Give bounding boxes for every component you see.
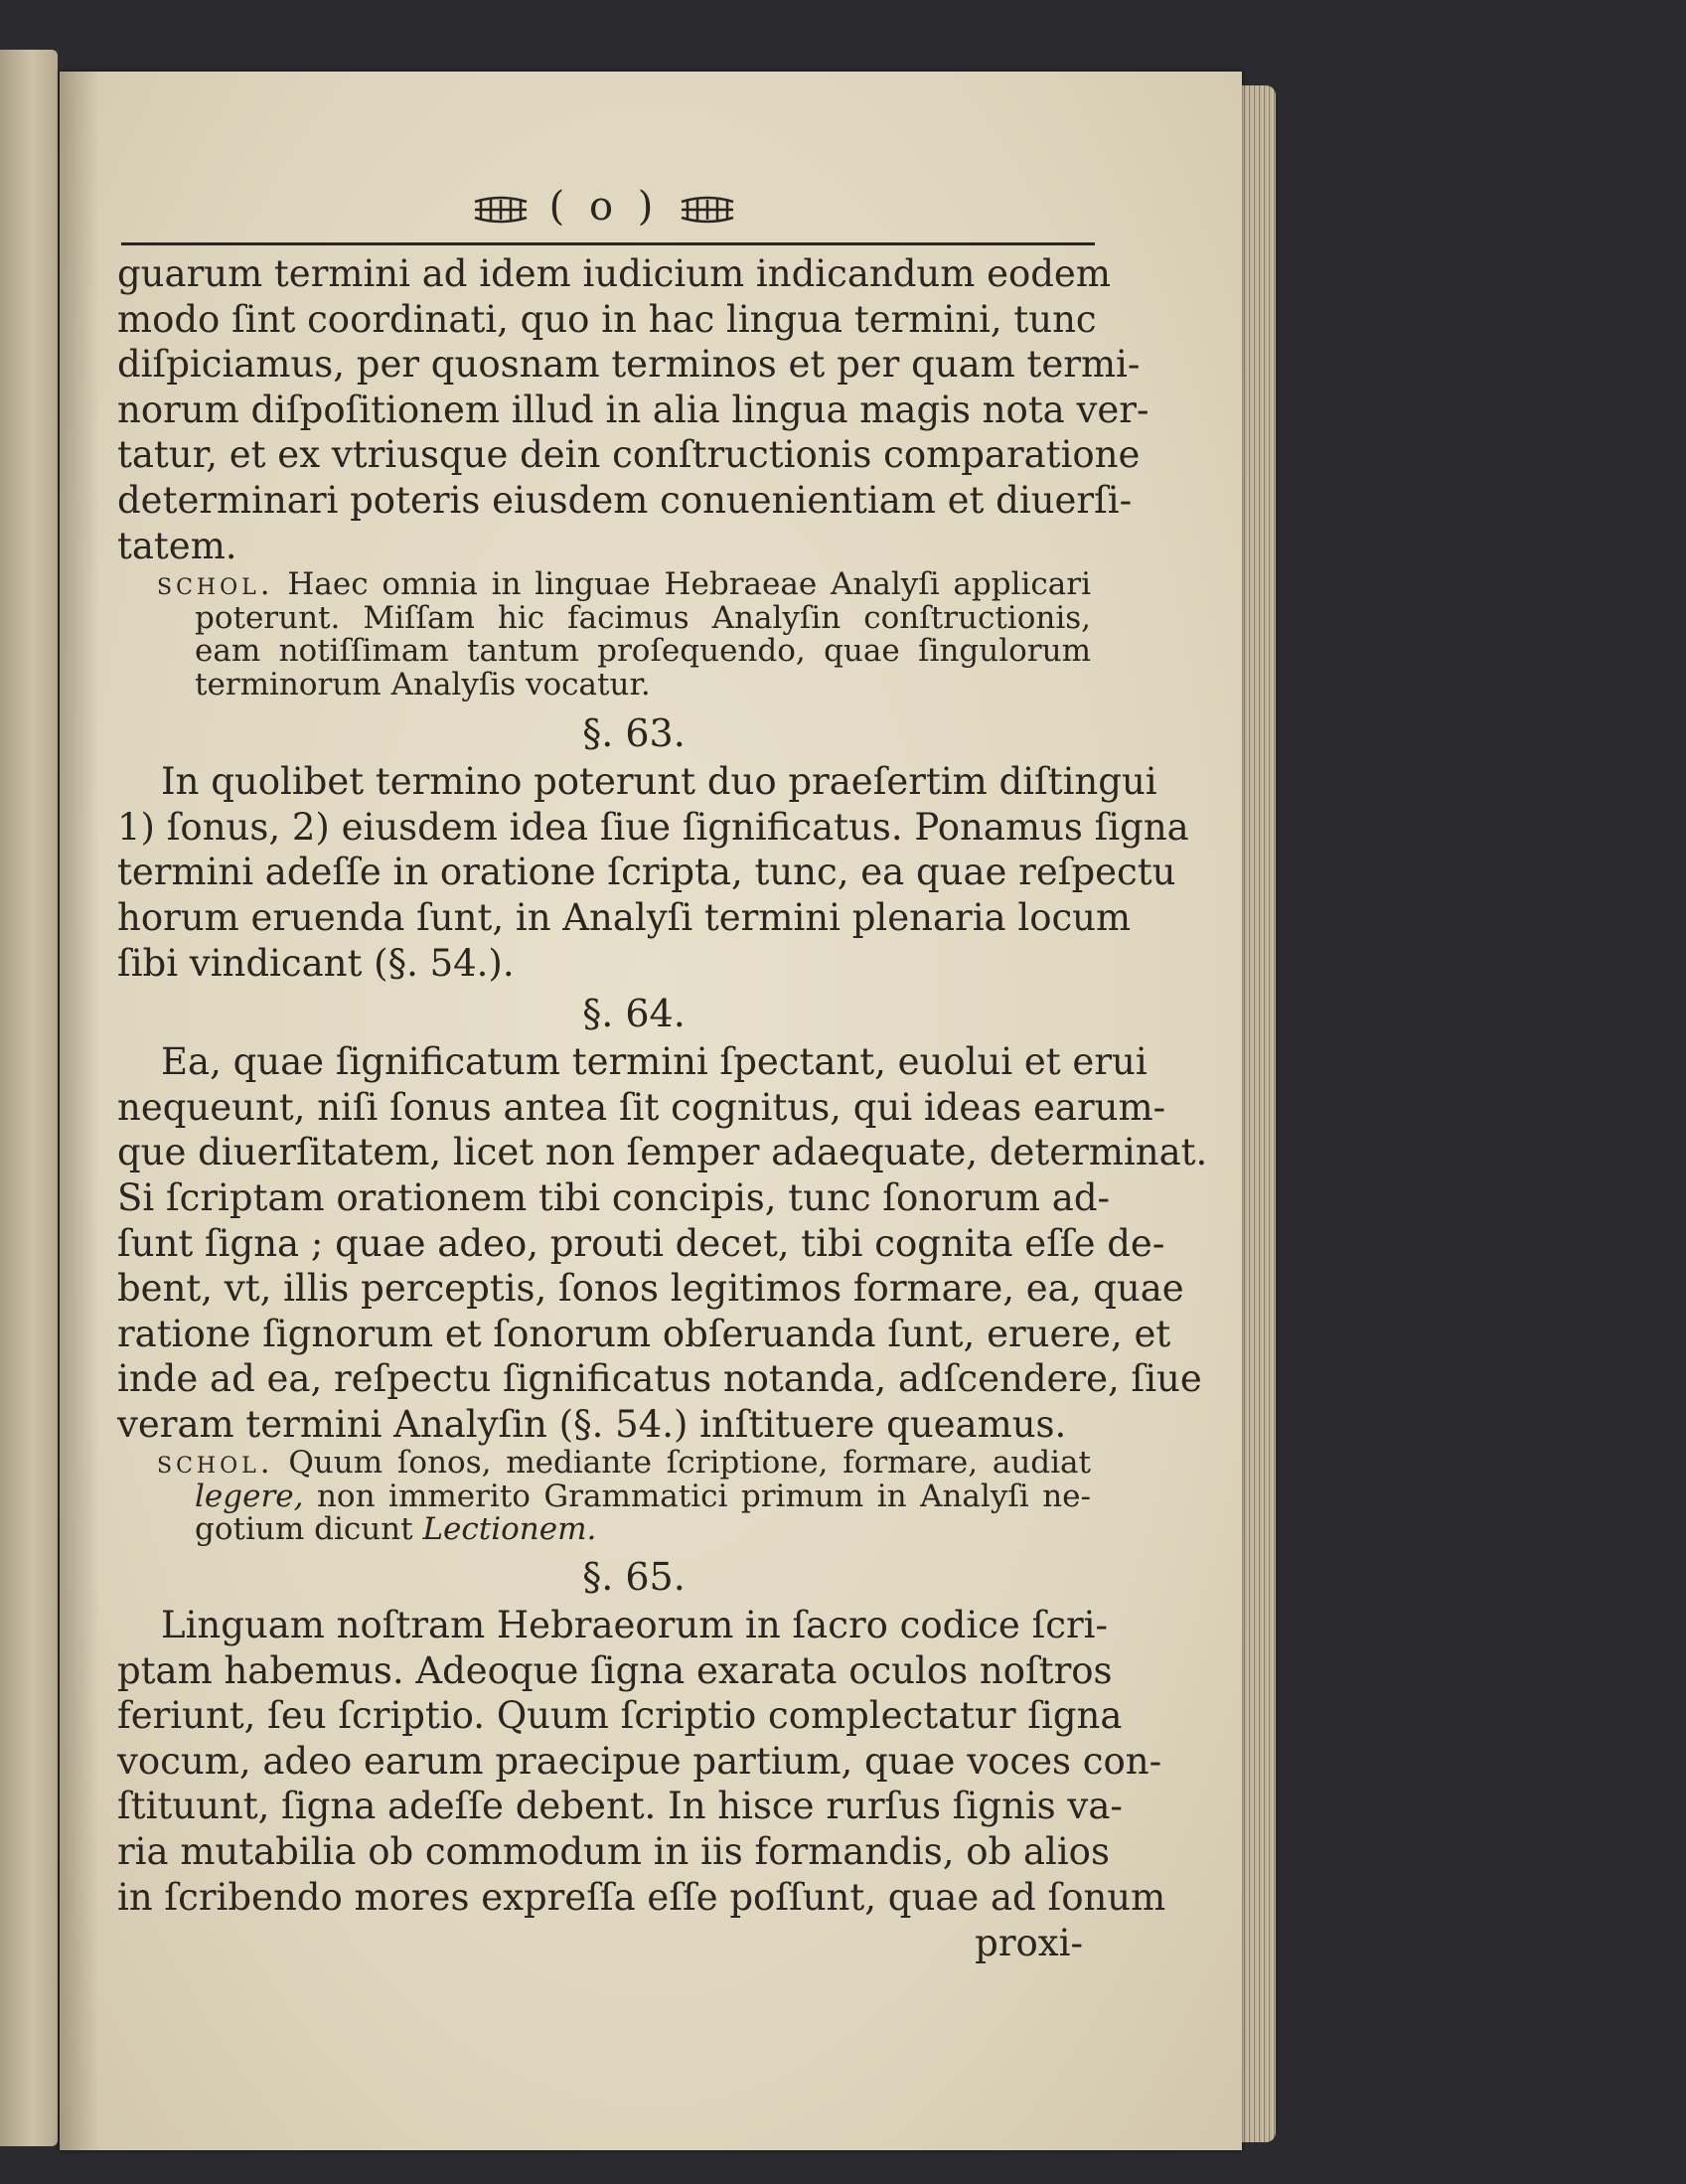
section-64-text <box>117 1039 1208 1447</box>
paragraph-continued <box>117 251 1150 568</box>
text-line: gotium dicunt <box>195 1511 423 1548</box>
left-ornament-icon <box>471 196 531 224</box>
text-line: ratione ſignorum et ſonorum obſeruanda ſunt, eruere, et <box>117 1312 1171 1355</box>
section-65-text <box>117 1603 1166 1920</box>
text-line: nequeunt, niſi ſonus antea ſit cognitus, qui ideas earum- <box>117 1085 1166 1129</box>
text-line: non immerito Grammatici primum in Analyſi ne- <box>303 1478 1091 1514</box>
italic-term: legere, <box>195 1478 304 1514</box>
text-line: modo ſint coordinati, quo in hac lingua termini, tunc <box>117 297 1097 341</box>
text-line: horum eruenda ſunt, in Analyſi termini plenaria locum <box>117 895 1132 939</box>
section-heading-63: §. 63. <box>582 711 686 756</box>
text-line: termini adeſſe in oratione ſcripta, tunc, ea quae reſpectu <box>117 851 1176 894</box>
text-line: bent, vt, illis perceptis, ſonos legitimos formare, ea, quae <box>117 1267 1184 1311</box>
scholium-label: schol. <box>157 1445 274 1482</box>
scholium-1 <box>157 568 1091 702</box>
text-line: ſtituunt, ſigna adeſſe debent. In hisce rurſus ſignis va- <box>117 1785 1123 1828</box>
head-rule <box>121 242 1095 245</box>
text-line: 1) ſonus, 2) eiusdem idea ſiue ſignificatus. Ponamus ſigna <box>117 805 1189 849</box>
text-line: tatem. <box>117 524 237 567</box>
text-line: ria mutabilia ob commodum in iis formandis, ob alios <box>117 1829 1110 1873</box>
text-line: tatur, et ex vtriusque dein conſtructionis comparatione <box>117 433 1141 477</box>
facing-page-edge <box>0 50 58 2146</box>
text-line: ſibi vindicant (§. 54.). <box>117 941 515 985</box>
text-line: Haec omnia in linguae Hebraeae Analyſi applicari <box>287 566 1091 603</box>
text-line: Linguam noſtram Hebraeorum in ſacro codice ſcri- <box>161 1603 1109 1646</box>
text-line: diſpiciamus, per quosnam terminos et per quam termi- <box>117 343 1141 387</box>
text-line: determinari poteris eiusdem conuenientiam et diuerſi- <box>117 478 1133 522</box>
page-text <box>117 179 1208 1967</box>
text-line: Si ſcriptam orationem tibi concipis, tunc ſonorum ad- <box>117 1175 1110 1219</box>
text-line: ptam habemus. Adeoque ſigna exarata oculos noſtros <box>117 1648 1113 1692</box>
right-ornament-icon <box>678 196 737 224</box>
text-line: ſunt ſigna ; quae adeo, prouti decet, tibi cognita eſſe de- <box>117 1221 1165 1265</box>
page-marker: ( o ) <box>548 184 660 230</box>
text-line: feriunt, ſeu ſcriptio. Quum ſcriptio complectatur ſigna <box>117 1694 1123 1738</box>
gutter-shadow <box>60 72 99 2150</box>
section-heading-64: §. 64. <box>582 992 686 1036</box>
text-line: eam notiſſimam tantum proſequendo, quae ſingulorum <box>195 633 1091 670</box>
running-head <box>117 179 1091 234</box>
scholium-label: schol. <box>157 566 274 603</box>
text-line: Quum ſonos, mediante ſcriptione, formare, audiat <box>288 1445 1091 1482</box>
text-line: que diuerſitatem, licet non ſemper adaequate, determinat. <box>117 1131 1208 1174</box>
text-line: vocum, adeo earum praecipue partium, quae voces con- <box>117 1739 1162 1783</box>
scholium-2 <box>157 1447 1091 1547</box>
section-63-text <box>117 759 1189 986</box>
text-line: terminorum Analyſis vocatur. <box>195 666 651 702</box>
italic-term: Lectionem. <box>422 1511 597 1548</box>
text-line: guarum termini ad idem iudicium indicandum eodem <box>117 252 1111 295</box>
text-line: Ea, quae ſignificatum termini ſpectant, euolui et erui <box>161 1040 1148 1084</box>
text-line: norum diſpoſitionem illud in alia lingua magis nota ver- <box>117 388 1150 431</box>
text-line: poterunt. Miſſam hic facimus Analyſin conſtructionis, <box>195 599 1091 636</box>
text-line: inde ad ea, reſpectu ſignificatus notanda, adſcendere, ſiue <box>117 1357 1202 1401</box>
text-line: in ſcribendo mores expreſſa eſſe poſſunt, quae ad ſonum <box>117 1875 1166 1919</box>
catchword: proxi- <box>975 1922 1083 1965</box>
section-heading-65: §. 65. <box>582 1554 686 1599</box>
text-line: veram termini Analyſin (§. 54.) inſtituere queamus. <box>117 1402 1067 1446</box>
text-line: In quolibet termino poterunt duo praeſertim diſtingui <box>161 760 1157 804</box>
